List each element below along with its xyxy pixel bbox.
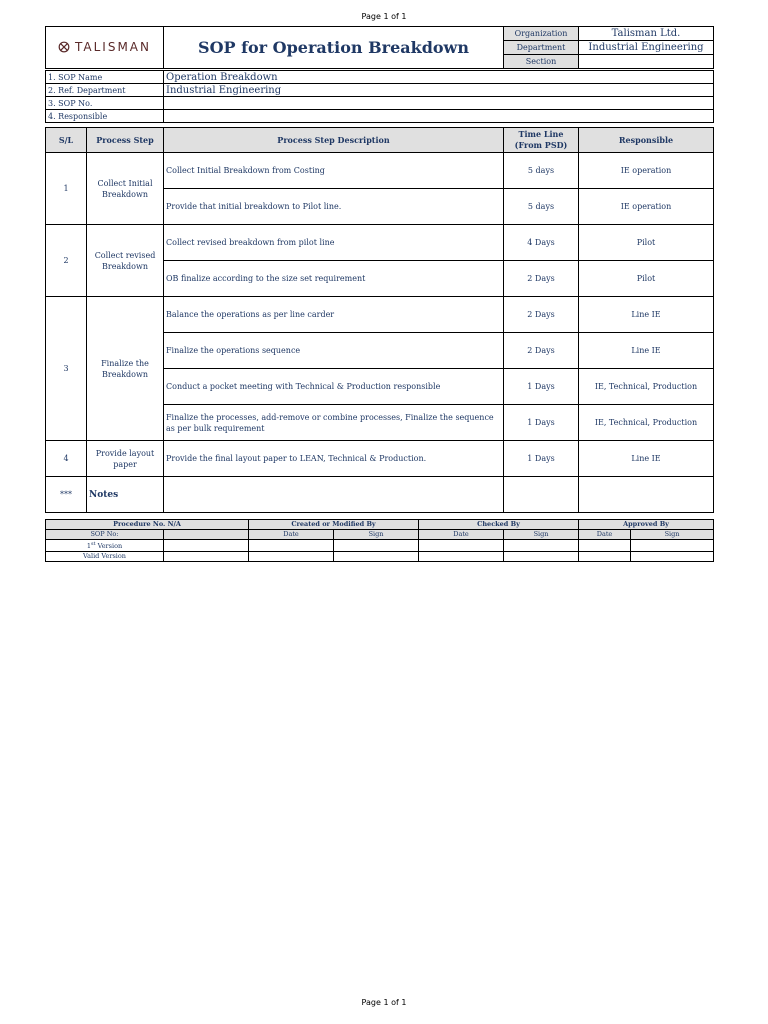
valid-version-cell	[579, 552, 631, 562]
timeline-cell: 1 Days	[504, 405, 579, 441]
sl-cell: 4	[46, 441, 87, 477]
sop-no-footer-label: SOP No:	[46, 530, 164, 540]
valid-version-cell	[504, 552, 579, 562]
first-version-cell	[164, 540, 249, 552]
page-number-top: Page 1 of 1	[361, 12, 407, 21]
description-cell: Provide the final layout paper to LEAN, Technical & Production.	[164, 441, 504, 477]
organization-value: Talisman Ltd.	[579, 27, 714, 41]
sop-no-label: 3. SOP No.	[46, 97, 164, 110]
timeline-cell: 4 Days	[504, 225, 579, 261]
sl-cell: 1	[46, 153, 87, 225]
process-table-header	[46, 128, 714, 153]
responsible-cell: Line IE	[579, 297, 714, 333]
sl-cell: 2	[46, 225, 87, 297]
created-date-label: Date	[249, 530, 334, 540]
sl-cell: 3	[46, 297, 87, 441]
process-step-cell: Collect revised Breakdown	[87, 225, 164, 297]
process-step-cell: Provide layout paper	[87, 441, 164, 477]
procedure-no: Procedure No. N/A	[46, 520, 249, 530]
responsible-header: Responsible	[579, 128, 714, 153]
table-row	[46, 153, 714, 189]
description-cell: Provide that initial breakdown to Pilot line.	[164, 189, 504, 225]
notes-label: Notes	[87, 477, 164, 513]
valid-version-cell	[419, 552, 504, 562]
document-title: SOP for Operation Breakdown	[164, 27, 504, 69]
first-version-cell	[419, 540, 504, 552]
valid-version-cell	[249, 552, 334, 562]
created-sign-label: Sign	[334, 530, 419, 540]
responsible-cell: IE, Technical, Production	[579, 369, 714, 405]
description-cell: OB finalize according to the size set requirement	[164, 261, 504, 297]
timeline-cell: 1 Days	[504, 369, 579, 405]
sop-name-value: Operation Breakdown	[164, 71, 714, 84]
sop-no-footer-value	[164, 530, 249, 540]
description-header: Process Step Description	[164, 128, 504, 153]
first-version-text: Version	[95, 542, 123, 551]
first-version-number: 1	[86, 542, 91, 551]
notes-marker: ***	[46, 477, 87, 513]
timeline-cell: 1 Days	[504, 441, 579, 477]
valid-version-cell	[164, 552, 249, 562]
process-step-cell: Collect Initial Breakdown	[87, 153, 164, 225]
table-row	[46, 225, 714, 261]
process-table	[45, 127, 714, 513]
section-label: Section	[504, 55, 579, 69]
timeline-cell: 5 days	[504, 153, 579, 189]
first-version-cell	[249, 540, 334, 552]
sop-info	[45, 70, 714, 123]
responsible-cell: IE operation	[579, 189, 714, 225]
responsible-cell: Pilot	[579, 261, 714, 297]
sop-name-label: 1. SOP Name	[46, 71, 164, 84]
approved-sign-label: Sign	[631, 530, 714, 540]
checked-sign-label: Sign	[504, 530, 579, 540]
sop-no-value	[164, 97, 714, 110]
responsible-cell: Line IE	[579, 441, 714, 477]
timeline-cell: 2 Days	[504, 261, 579, 297]
process-step-cell: Finalize the Breakdown	[87, 297, 164, 441]
checked-date-label: Date	[419, 530, 504, 540]
section-value	[579, 55, 714, 69]
first-version-cell	[504, 540, 579, 552]
organization-label: Organization	[504, 27, 579, 41]
responsible-value	[164, 110, 714, 123]
sl-header: S/L	[46, 128, 87, 153]
department-value: Industrial Engineering	[579, 41, 714, 55]
notes-row	[46, 477, 714, 513]
logo-text: TALISMAN	[75, 39, 151, 54]
description-cell: Collect Initial Breakdown from Costing	[164, 153, 504, 189]
responsible-cell: IE operation	[579, 153, 714, 189]
description-cell: Finalize the processes, add-remove or combine processes, Finalize the sequence as per bulk requirement	[164, 405, 504, 441]
description-cell: Balance the operations as per line carder	[164, 297, 504, 333]
valid-version-cell	[334, 552, 419, 562]
valid-version-cell	[631, 552, 714, 562]
page-number-bottom: Page 1 of 1	[361, 998, 407, 1007]
first-version-cell	[334, 540, 419, 552]
valid-version-label: Valid Version	[46, 552, 164, 562]
table-row	[46, 297, 714, 333]
created-by-header: Created or Modified By	[249, 520, 419, 530]
approved-by-header: Approved By	[579, 520, 714, 530]
responsible-cell: Line IE	[579, 333, 714, 369]
talisman-emblem-icon	[58, 41, 70, 53]
notes-responsible	[579, 477, 714, 513]
ref-department-label: 2. Ref. Department	[46, 84, 164, 97]
description-cell: Conduct a pocket meeting with Technical & Production responsible	[164, 369, 504, 405]
first-version-cell	[631, 540, 714, 552]
notes-content	[164, 477, 504, 513]
description-cell: Finalize the operations sequence	[164, 333, 504, 369]
responsible-cell: IE, Technical, Production	[579, 405, 714, 441]
department-label: Department	[504, 41, 579, 55]
responsible-cell: Pilot	[579, 225, 714, 261]
ref-department-value: Industrial Engineering	[164, 84, 714, 97]
description-cell: Collect revised breakdown from pilot line	[164, 225, 504, 261]
company-logo	[46, 27, 164, 69]
checked-by-header: Checked By	[419, 520, 579, 530]
document-header	[45, 26, 714, 69]
timeline-header: Time Line (From PSD)	[504, 128, 579, 153]
timeline-cell: 2 Days	[504, 297, 579, 333]
notes-timeline	[504, 477, 579, 513]
first-version-cell	[579, 540, 631, 552]
first-version-label	[46, 540, 164, 552]
responsible-label: 4. Responsible	[46, 110, 164, 123]
approved-date-label: Date	[579, 530, 631, 540]
table-row	[46, 441, 714, 477]
timeline-cell: 2 Days	[504, 333, 579, 369]
process-step-header: Process Step	[87, 128, 164, 153]
first-version-suffix: st	[90, 541, 96, 547]
approval-footer	[45, 519, 714, 562]
timeline-cell: 5 days	[504, 189, 579, 225]
